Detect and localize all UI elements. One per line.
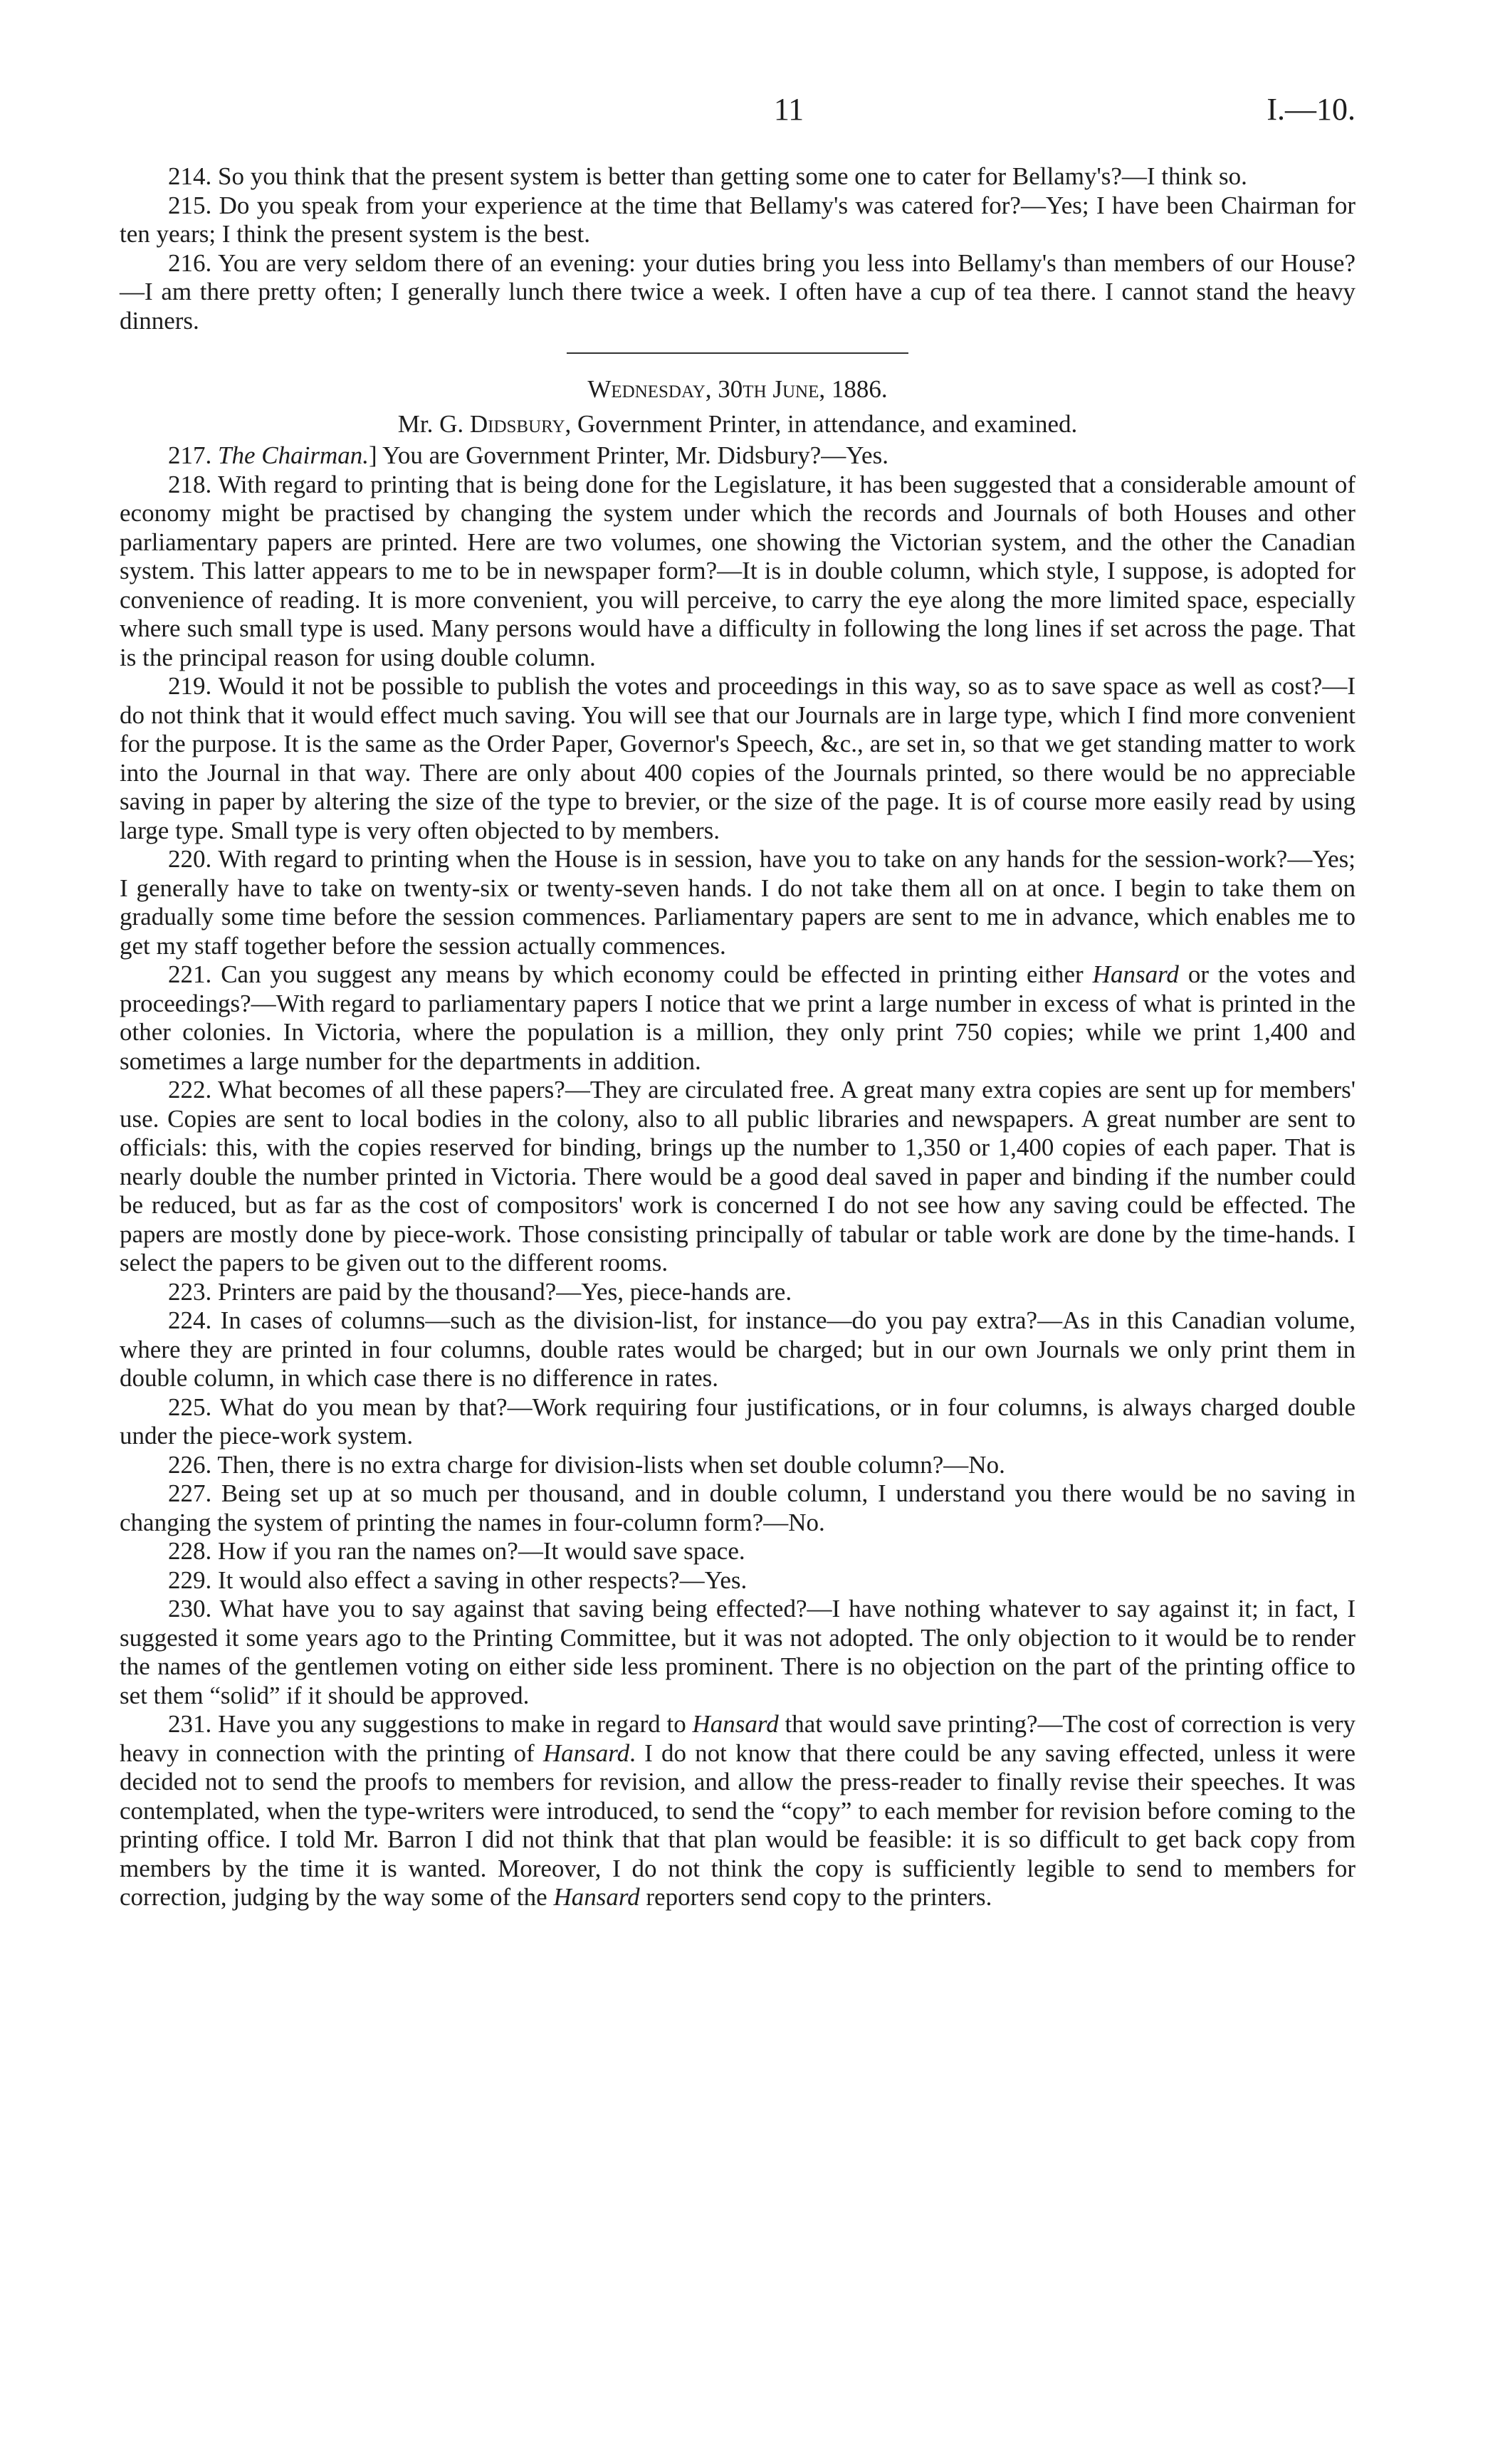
question-225: 225. What do you mean by that?—Work requiring four justifications, or in four columns, is always charged double under the piece-work system. [120, 1393, 1355, 1449]
witness-attendance [120, 410, 1355, 439]
text-segment: reporters send copy to the printers. [639, 1883, 992, 1911]
question-number: 217. [168, 441, 218, 469]
question-221 [120, 960, 1355, 1076]
section-divider [567, 352, 908, 354]
question-217 [120, 441, 1355, 471]
question-215: 215. Do you speak from your experience at the time that Bellamy's was catered for?—Yes; I have been Chairman for ten years; I think the present system is the best. [120, 191, 1355, 248]
session-date: Wednesday, 30th June, 1886. [587, 375, 888, 403]
question-216: 216. You are very seldom there of an evening: your duties bring you less into Bellamy's than members of our House?—I am there pretty often; I generally lunch there twice a week. I often have a cup of tea there. I cannot stand the heavy dinners. [120, 248, 1355, 335]
speaker-name: The Chairman. [218, 441, 369, 469]
document-reference: I.—10. [1267, 92, 1355, 127]
text-segment: or the votes and proceedings?—With regard to parliamentary papers I notice that we print a large number in excess of what is printed in the other colonies. In Victoria, where the population is a million, they only print 750 copies; while we print 1,400 and sometimes a large number for the departments in addition. [120, 960, 1356, 1075]
text-segment: 231. Have you any suggestions to make in regard to [168, 1710, 693, 1738]
hansard-title: Hansard [542, 1739, 630, 1767]
question-218: 218. With regard to printing that is being done for the Legislature, it has been suggested that a considerable amount of economy might be practised by changing the system under which the records and Journals of both Houses and other parliamentary papers are printed. Here are two volumes, one showing the Victorian system, and the other the Canadian system. This latter appears to me to be in newspaper form?—It is in double column, which style, I suppose, is adopted for convenience of reading. It is more convenient, you will perceive, to carry the eye along the more limited space, especially where such small type is used. Many persons would have a difficulty in following the long lines if set across the page. That is the principal reason for using double column. [120, 470, 1355, 671]
text-segment: 221. Can you suggest any means by which economy could be effected in printing either [168, 960, 1093, 988]
question-229: 229. It would also effect a saving in other respects?—Yes. [168, 1566, 748, 1594]
question-220: 220. With regard to printing when the House is in session, have you to take on any hands for the session-work?—Yes; I generally have to take on twenty-six or twenty-seven hands. I do not take them all on at once. I begin to take them on gradually some time before the session commences. Parliamentary papers are sent to me in advance, which enables me to get my staff together before the session actually commences. [120, 845, 1355, 960]
text-segment: . I do not know that there could be any saving effected, unless it were decided not to send the proofs to members for revision, and allow the press-reader to finally revise their speeches. It was contemplated, when the type-writers were introduced, to send the “copy” to each member for revision before coming to the printing office. I told Mr. Barron I did not think that that plan would be feasible: it is so difficult to get back copy from members by the time it is wanted. Moreover, I do not think the copy is sufficiently legible to send to members for correction, judging by the way some of the [120, 1739, 1355, 1911]
hansard-title: Hansard [1092, 960, 1179, 988]
page-number: 11 [773, 92, 804, 127]
hansard-title: Hansard [692, 1710, 779, 1738]
attendance-prefix: Mr. G. [397, 409, 470, 438]
question-223: 223. Printers are paid by the thousand?—Yes, piece-hands are. [168, 1277, 792, 1306]
question-230: 230. What have you to say against that saving being effected?—I have nothing whatever to say against it; in fact, I suggested it some years ago to the Printing Committee, but it was not adopted. The only objection to it would be to render the names of the gentlemen voting on either side less prominent. There is no objection on the part of the printing office to set them “solid” if it should be approved. [120, 1595, 1355, 1709]
question-227: 227. Being set up at so much per thousand, and in double column, I understand you there would be no saving in changing the system of printing the names in four-column form?—No. [120, 1479, 1355, 1536]
text-segment: that would save printing?—The cost of correction is very heavy in connection with the printing of [120, 1710, 1355, 1767]
page-header [120, 91, 1355, 134]
question-214: 214. So you think that the present system is better than getting some one to cater for Bellamy's?—I think so. [168, 162, 1247, 190]
question-228: 228. How if you ran the names on?—It would save space. [168, 1537, 745, 1565]
question-219: 219. Would it not be possible to publish the votes and proceedings in this way, so as to save space as well as cost?—I do not think that it would effect much saving. You will see that our Journals are in large type, which I find more convenient for the purpose. It is the same as the Order Paper, Governor's Speech, &c., are set in, so that we get standing matter to work into the Journal in that way. There are only about 400 copies of the Journals printed, so there would be no appreciable saving in paper by altering the size of the type to brevier, or the size of the page. It is of course more easily read by using large type. Small type is very often objected to by members. [120, 672, 1355, 844]
question-224: 224. In cases of columns—such as the division-list, for instance—do you pay extra?—As in this Canadian volume, where they are printed in four columns, double rates would be charged; but in our own Journals we only print them in double column, in which case there is no difference in rates. [120, 1306, 1355, 1392]
witness-name: Didsbury [469, 409, 565, 438]
question-text: ] You are Government Printer, Mr. Didsbury?—Yes. [368, 441, 888, 469]
hansard-title: Hansard [553, 1883, 640, 1911]
attendance-suffix: , Government Printer, in attendance, and examined. [565, 409, 1078, 438]
question-231 [120, 1710, 1355, 1912]
page-body [120, 162, 1355, 1912]
question-226: 226. Then, there is no extra charge for division-lists when set double column?—No. [168, 1450, 1005, 1479]
question-222: 222. What becomes of all these papers?—They are circulated free. A great many extra copies are sent up for members' use. Copies are sent to local bodies in the colony, also to all public libraries and newspapers. A great number are sent to officials: this, with the copies reserved for binding, brings up the number to 1,350 or 1,400 copies of each paper. That is nearly double the number printed in Victoria. There would be a good deal saved in paper and binding if the number could be reduced, but as far as the cost of compositors' work is concerned I do not see how any saving could be effected. The papers are mostly done by piece-work. Those consisting principally of tabular or table work are done by the time-hands. I select the papers to be given out to the different rooms. [120, 1076, 1355, 1276]
